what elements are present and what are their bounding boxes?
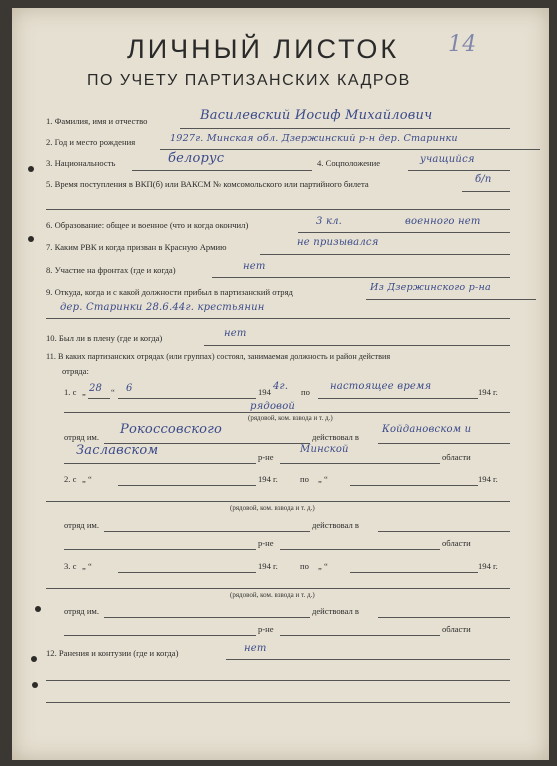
period-2-unit-line [104,531,310,532]
period-1-district-value: Заславском [76,443,159,458]
field-5-line-2 [46,209,510,210]
period-2-district-line [64,549,256,550]
period-2-oblast-label: области [442,538,471,548]
period-2-year-end: 194 г. [478,474,498,484]
field-9-line-2 [46,318,510,319]
period-3-date-blank-end: „ “ [318,561,328,571]
field-7-label: 7. Каким РВК и когда призван в Красную Армию [46,242,227,252]
period-1-oblast-label: области [442,452,471,462]
document-subtitle: ПО УЧЕТУ ПАРТИЗАНСКИХ КАДРОВ [87,72,411,89]
period-1-acted-line [378,443,510,444]
period-3-district-label: р-не [258,624,274,634]
period-2-rank-hint: (рядовой, ком. взвода и т. д.) [230,504,315,512]
field-12-label: 12. Ранения и контузии (где и когда) [46,648,179,658]
period-2-unit-label: отряд им. [64,520,100,530]
period-1-rank-hint: (рядовой, ком. взвода и т. д.) [248,414,333,422]
period-3-acted-line [378,617,510,618]
field-2-label: 2. Год и место рождения [46,137,136,147]
field-9-value: Из Дзержинского р-на [370,282,491,293]
field-4-label: 4. Соцположение [317,158,381,168]
period-3-rank-hint: (рядовой, ком. взвода и т. д.) [230,591,315,599]
field-12-line [226,659,510,660]
field-9-label: 9. Откуда, когда и с какой должности прибыл в партизанский отряд [46,287,293,297]
field-2-line [160,149,540,150]
period-1-prefix: 1. с [64,387,77,397]
binding-hole [32,682,38,688]
field-9-line [366,299,536,300]
field-1-line [180,128,510,129]
field-6-value: 3 кл. [316,216,343,227]
period-1-day-line [88,398,110,399]
period-1-quote-close: “ [111,387,115,397]
field-3-line [132,170,312,171]
period-2-acted-label: действовал в [312,520,359,530]
period-1-month-line [118,398,256,399]
corner-mark: 14 [448,32,477,57]
period-3-year-end: 194 г. [478,561,498,571]
field-4-value: учащийся [420,154,475,165]
period-1-district-label: р-не [258,452,274,462]
period-3-oblast-label: области [442,624,471,634]
period-1-rank-value: рядовой [250,401,296,412]
period-1-year-suffix: 4г. [273,381,289,392]
field-7-line [260,254,510,255]
field-8-label: 8. Участие на фронтах (где и когда) [46,265,176,275]
field-2-value: 1927г. Минская обл. Дзержинский р-н дер. Старинки [170,133,458,144]
period-2-prefix: 2. с [64,474,77,484]
field-12-line-2 [46,680,510,681]
period-2-po: по [300,474,309,484]
period-1-day: 28 [89,383,103,394]
period-3-acted-label: действовал в [312,606,359,616]
binding-hole [28,236,34,242]
field-1-value: Василевский Иосиф Михайлович [200,108,433,123]
period-3-prefix: 3. с [64,561,77,571]
period-3-rank-line [46,588,510,589]
field-6-value-military: военного нет [405,216,481,227]
period-1-month: 6 [126,383,133,394]
field-6-label: 6. Образование: общее и военное (что и когда окончил) [46,220,249,230]
period-1-oblast-value: Минской [300,444,349,455]
period-2-date-blank-end: „ “ [318,474,328,484]
field-10-label: 10. Был ли в плену (где и когда) [46,333,163,343]
field-5-label: 5. Время поступления в ВКП(б) или ВАКСМ № комсомольского или партийного билета [46,179,369,189]
period-3-po: по [300,561,309,571]
period-1-acted-label: действовал в [312,432,359,442]
period-3-month-line [118,572,256,573]
field-8-line [212,277,510,278]
period-2-district-label: р-не [258,538,274,548]
period-3-unit-label: отряд им. [64,606,100,616]
period-1-oblast-line [280,463,440,464]
period-3-date-blank: „ “ [82,561,92,571]
field-7-value: не призывался [297,237,379,248]
period-1-unit-value: Рокоссовского [120,422,222,437]
field-8-value: нет [243,261,266,272]
field-10-line [204,345,510,346]
field-12-value: нет [244,643,267,654]
field-3-label: 3. Национальность [46,158,116,168]
period-1-to-value: настоящее время [330,381,432,392]
period-2-year: 194 г. [258,474,278,484]
period-2-to-line [350,485,478,486]
period-2-rank-line [46,501,510,502]
period-1-year-end: 194 г. [478,387,498,397]
binding-hole [31,656,37,662]
field-5-value: б/п [475,174,492,185]
binding-hole [35,606,41,612]
binding-hole [28,166,34,172]
period-1-po: по [301,387,310,397]
period-1-rank-line [64,412,510,413]
field-3-value: белорус [168,151,225,166]
period-3-oblast-line [280,635,440,636]
period-3-district-line [64,635,256,636]
field-5-line [462,191,510,192]
period-2-month-line [118,485,256,486]
field-1-label: 1. Фамилия, имя и отчество [46,116,148,126]
period-2-acted-line [378,531,510,532]
period-3-year: 194 г. [258,561,278,571]
period-1-to-line [318,398,478,399]
field-12-line-3 [46,702,510,703]
field-9-value-2: дер. Старинки 28.6.44г. крестьянин [60,302,265,313]
document-title: ЛИЧНЫЙ ЛИСТОК [127,34,400,64]
period-2-date-blank: „ “ [82,474,92,484]
period-1-district-line [64,463,256,464]
period-1-acted-value: Койдановском и [382,424,472,435]
period-2-oblast-line [280,549,440,550]
period-1-year-prefix: 194 [258,387,271,397]
period-1-unit-label: отряд им. [64,432,100,442]
period-3-unit-line [104,617,310,618]
field-11-label: 11. В каких партизанских отрядах (или группах) состоял, занимаемая должность и район действия [46,352,391,361]
field-10-value: нет [224,328,247,339]
field-11-label-b: отряда: [62,366,89,376]
field-4-line [408,170,510,171]
period-1-quote-open: „ [82,387,86,397]
field-6-line [298,232,510,233]
period-3-to-line [350,572,478,573]
